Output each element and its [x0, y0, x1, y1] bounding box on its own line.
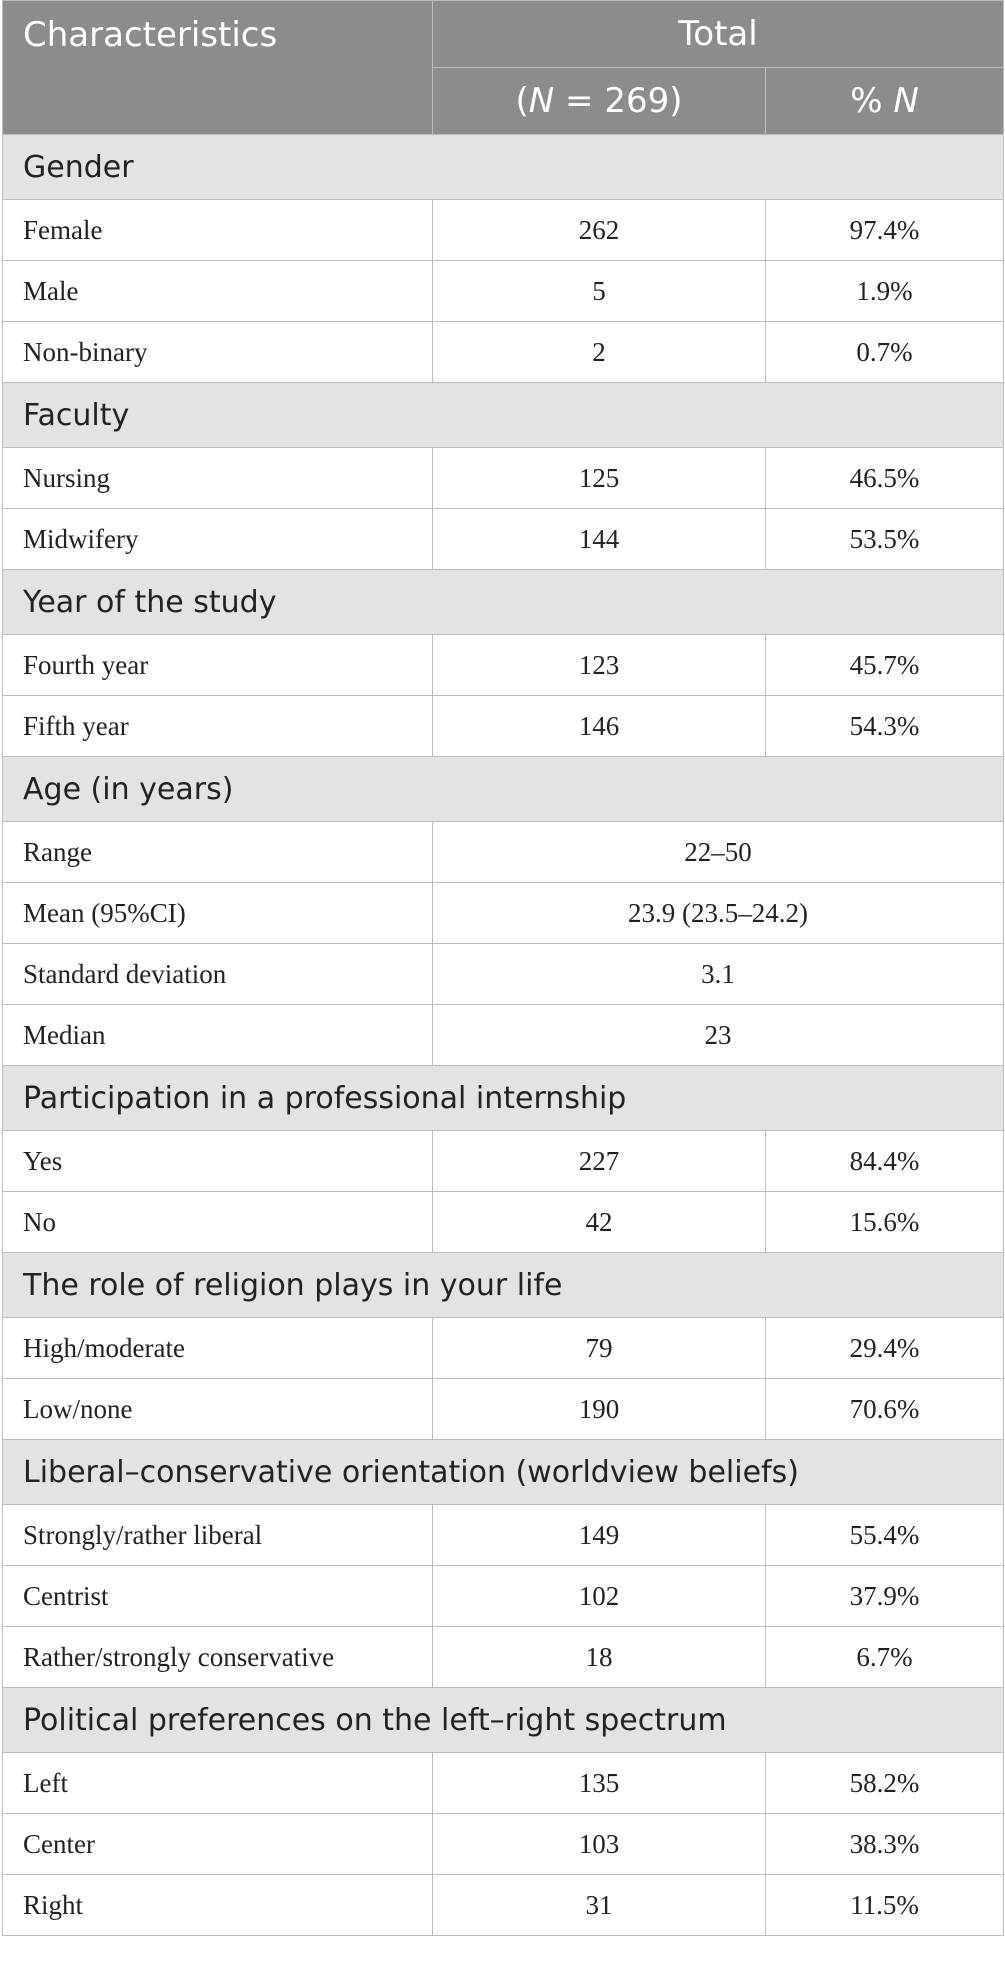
row-n: 102 — [433, 1566, 766, 1627]
table-row — [3, 448, 1004, 509]
row-label: Right — [3, 1875, 433, 1936]
row-n: 135 — [433, 1753, 766, 1814]
row-pct: 55.4% — [766, 1505, 1004, 1566]
table-row — [3, 200, 1004, 261]
section-row — [3, 1688, 1004, 1753]
row-label: Centrist — [3, 1566, 433, 1627]
row-n: 262 — [433, 200, 766, 261]
section-title: Faculty — [3, 383, 1004, 448]
header-n-open: ( — [515, 81, 529, 121]
header-n — [433, 68, 766, 135]
section-row — [3, 757, 1004, 822]
row-pct: 38.3% — [766, 1814, 1004, 1875]
section-row — [3, 383, 1004, 448]
section-title: Liberal–conservative orientation (worldview beliefs) — [3, 1440, 1004, 1505]
row-label: Strongly/rather liberal — [3, 1505, 433, 1566]
row-label: High/moderate — [3, 1318, 433, 1379]
table-row — [3, 1192, 1004, 1253]
row-n: 144 — [433, 509, 766, 570]
table-row — [3, 322, 1004, 383]
section-row — [3, 1253, 1004, 1318]
row-label: Fourth year — [3, 635, 433, 696]
row-label: No — [3, 1192, 433, 1253]
table-row — [3, 883, 1004, 944]
row-pct: 54.3% — [766, 696, 1004, 757]
table-row — [3, 1753, 1004, 1814]
row-pct: 11.5% — [766, 1875, 1004, 1936]
row-n: 149 — [433, 1505, 766, 1566]
row-pct: 84.4% — [766, 1131, 1004, 1192]
row-label: Median — [3, 1005, 433, 1066]
header-pct — [766, 68, 1004, 135]
row-n: 31 — [433, 1875, 766, 1936]
row-label: Low/none — [3, 1379, 433, 1440]
row-label: Male — [3, 261, 433, 322]
section-row — [3, 570, 1004, 635]
characteristics-table — [2, 0, 1004, 1936]
row-n: 125 — [433, 448, 766, 509]
row-label: Rather/strongly conservative — [3, 1627, 433, 1688]
row-n: 42 — [433, 1192, 766, 1253]
table-row — [3, 696, 1004, 757]
row-n: 5 — [433, 261, 766, 322]
row-pct: 6.7% — [766, 1627, 1004, 1688]
section-row — [3, 1440, 1004, 1505]
row-n: 103 — [433, 1814, 766, 1875]
row-pct: 29.4% — [766, 1318, 1004, 1379]
row-value: 23 — [433, 1005, 1004, 1066]
row-label: Female — [3, 200, 433, 261]
row-n: 18 — [433, 1627, 766, 1688]
row-n: 2 — [433, 322, 766, 383]
header-characteristics: Characteristics — [3, 1, 433, 135]
table-row — [3, 261, 1004, 322]
row-pct: 53.5% — [766, 509, 1004, 570]
row-label: Non-binary — [3, 322, 433, 383]
row-label: Fifth year — [3, 696, 433, 757]
row-value: 3.1 — [433, 944, 1004, 1005]
row-label: Range — [3, 822, 433, 883]
header-row-1 — [3, 1, 1004, 68]
row-pct: 46.5% — [766, 448, 1004, 509]
section-row — [3, 1066, 1004, 1131]
section-title: Political preferences on the left–right spectrum — [3, 1688, 1004, 1753]
table-row — [3, 1627, 1004, 1688]
row-value: 22–50 — [433, 822, 1004, 883]
row-pct: 45.7% — [766, 635, 1004, 696]
row-n: 190 — [433, 1379, 766, 1440]
row-label: Nursing — [3, 448, 433, 509]
table-row — [3, 1379, 1004, 1440]
row-label: Midwifery — [3, 509, 433, 570]
row-label: Left — [3, 1753, 433, 1814]
row-pct: 37.9% — [766, 1566, 1004, 1627]
table-row — [3, 1131, 1004, 1192]
row-value: 23.9 (23.5–24.2) — [433, 883, 1004, 944]
row-pct: 15.6% — [766, 1192, 1004, 1253]
table-row — [3, 635, 1004, 696]
table-row — [3, 1875, 1004, 1936]
section-title: Participation in a professional internship — [3, 1066, 1004, 1131]
section-title: The role of religion plays in your life — [3, 1253, 1004, 1318]
row-pct: 58.2% — [766, 1753, 1004, 1814]
row-n: 146 — [433, 696, 766, 757]
table-row — [3, 822, 1004, 883]
header-pct-italic: N — [893, 81, 919, 121]
section-title: Year of the study — [3, 570, 1004, 635]
row-label: Center — [3, 1814, 433, 1875]
header-n-rest: = 269) — [554, 81, 683, 121]
table-row — [3, 1814, 1004, 1875]
section-title: Age (in years) — [3, 757, 1004, 822]
row-label: Mean (95%CI) — [3, 883, 433, 944]
row-pct: 0.7% — [766, 322, 1004, 383]
table-row — [3, 1505, 1004, 1566]
row-label: Standard deviation — [3, 944, 433, 1005]
row-pct: 70.6% — [766, 1379, 1004, 1440]
table-row — [3, 1566, 1004, 1627]
section-row — [3, 135, 1004, 200]
header-pct-prefix: % — [850, 81, 894, 121]
row-pct: 1.9% — [766, 261, 1004, 322]
row-pct: 97.4% — [766, 200, 1004, 261]
section-title: Gender — [3, 135, 1004, 200]
row-n: 227 — [433, 1131, 766, 1192]
row-n: 123 — [433, 635, 766, 696]
header-total: Total — [433, 1, 1004, 68]
table-row — [3, 509, 1004, 570]
table-row — [3, 944, 1004, 1005]
header-n-italic: N — [528, 81, 555, 121]
row-n: 79 — [433, 1318, 766, 1379]
row-label: Yes — [3, 1131, 433, 1192]
table-row — [3, 1005, 1004, 1066]
table-row — [3, 1318, 1004, 1379]
